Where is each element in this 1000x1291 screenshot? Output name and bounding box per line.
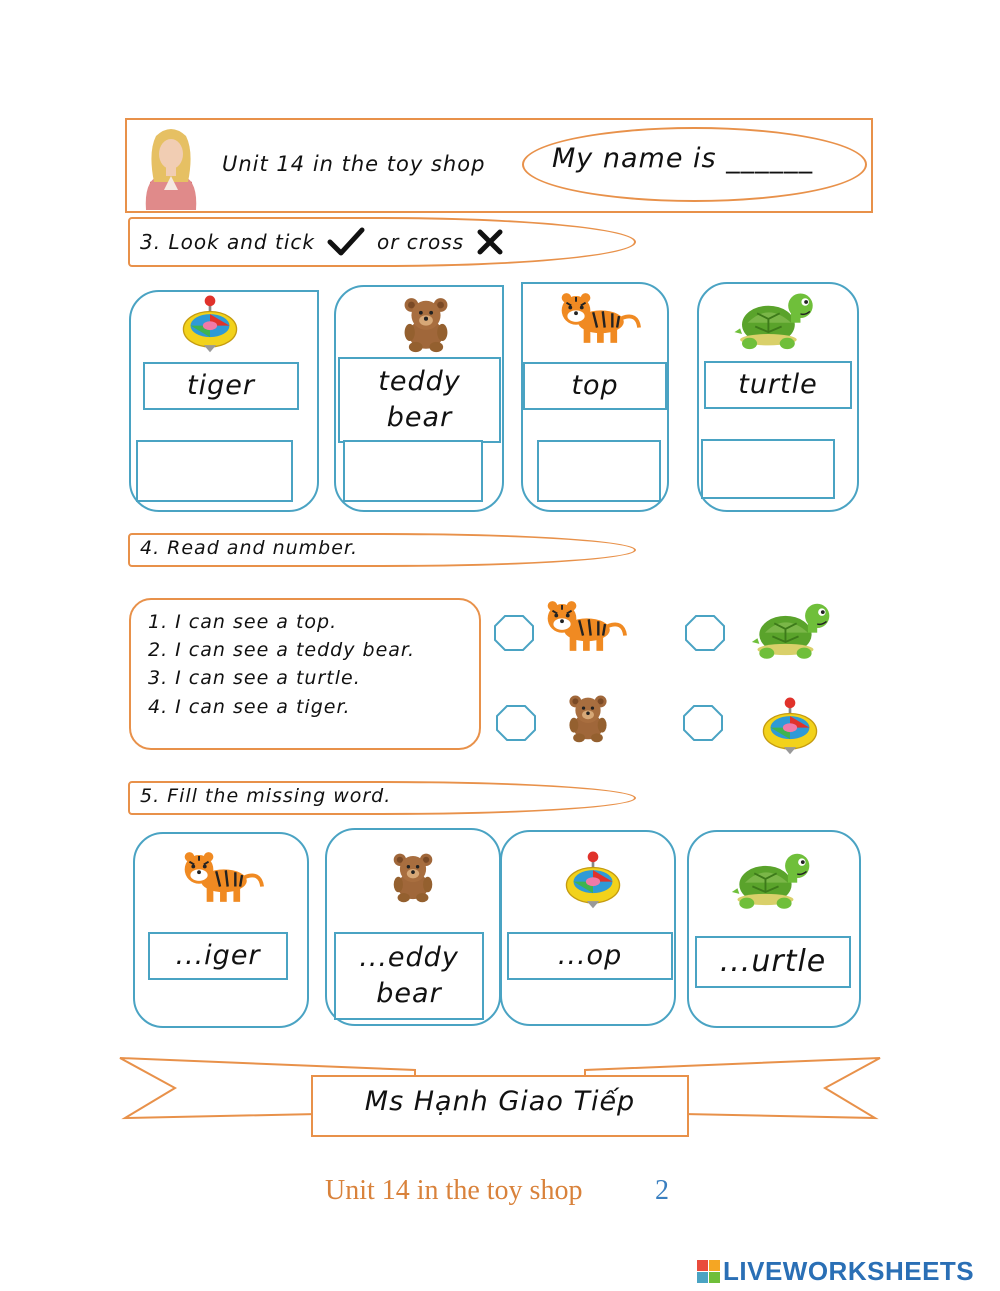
s3-word-1: tiger bbox=[143, 362, 299, 410]
s5-word-1[interactable]: ...iger bbox=[148, 932, 288, 980]
section3-instruction bbox=[140, 227, 504, 257]
tiger-icon bbox=[541, 597, 627, 655]
sentence-3: 3. I can see a turtle. bbox=[148, 667, 361, 689]
banner-text: Ms Hạnh Giao Tiếp bbox=[364, 1086, 636, 1117]
liveworksheets-logo[interactable] bbox=[697, 1256, 974, 1287]
spinning-top-icon bbox=[175, 292, 245, 354]
s3-word-2-line2: bear bbox=[386, 402, 453, 433]
spinning-top-icon bbox=[558, 848, 628, 910]
number-input-4[interactable] bbox=[682, 704, 724, 742]
turtle-icon bbox=[750, 595, 834, 661]
footer-title: Unit 14 in the toy shop bbox=[325, 1175, 583, 1206]
s5-word-2-line1: ...eddy bbox=[359, 942, 459, 973]
s3-word-2 bbox=[338, 357, 501, 443]
section3-instruction-b: or cross bbox=[376, 230, 465, 254]
tiger-icon bbox=[555, 289, 641, 347]
s3-word-4: turtle bbox=[704, 361, 852, 409]
turtle-icon bbox=[730, 285, 820, 351]
s3-word-3: top bbox=[523, 362, 667, 410]
s5-word-2[interactable] bbox=[334, 932, 484, 1020]
s5-word-4[interactable]: ...urtle bbox=[695, 936, 851, 988]
check-icon bbox=[327, 227, 365, 257]
s3-answer-box-3[interactable] bbox=[537, 440, 661, 502]
s5-word-3[interactable]: ...op bbox=[507, 932, 673, 980]
teacher-portrait bbox=[130, 122, 212, 210]
sentence-1: 1. I can see a top. bbox=[148, 611, 338, 633]
number-input-3[interactable] bbox=[495, 704, 537, 742]
header-title: Unit 14 in the toy shop bbox=[222, 152, 486, 176]
brand-name: LIVEWORKSHEETS bbox=[723, 1256, 975, 1286]
s3-word-2-line1: teddy bbox=[378, 366, 461, 397]
teddy-bear-icon bbox=[386, 846, 440, 906]
live-badge-icon bbox=[697, 1260, 720, 1283]
section3-instruction-a: 3. Look and tick bbox=[140, 230, 315, 254]
sentence-2: 2. I can see a teddy bear. bbox=[148, 639, 416, 661]
number-input-1[interactable] bbox=[493, 614, 535, 652]
section4-instruction: 4. Read and number. bbox=[140, 537, 359, 559]
number-input-2[interactable] bbox=[684, 614, 726, 652]
s3-answer-box-1[interactable] bbox=[136, 440, 293, 502]
page-number: 2 bbox=[655, 1175, 669, 1206]
cross-icon bbox=[476, 228, 504, 256]
turtle-icon bbox=[730, 845, 814, 911]
s5-word-2-line2: bear bbox=[376, 978, 442, 1009]
spinning-top-icon bbox=[756, 694, 824, 756]
s3-answer-box-4[interactable] bbox=[701, 439, 835, 499]
tiger-icon bbox=[178, 848, 264, 906]
teddy-bear-icon bbox=[396, 292, 456, 354]
s3-answer-box-2[interactable] bbox=[343, 440, 483, 502]
teddy-bear-icon bbox=[562, 688, 614, 746]
sentence-4: 4. I can see a tiger. bbox=[148, 696, 351, 718]
name-field[interactable]: My name is ______ bbox=[552, 143, 814, 174]
section5-instruction: 5. Fill the missing word. bbox=[140, 785, 392, 807]
